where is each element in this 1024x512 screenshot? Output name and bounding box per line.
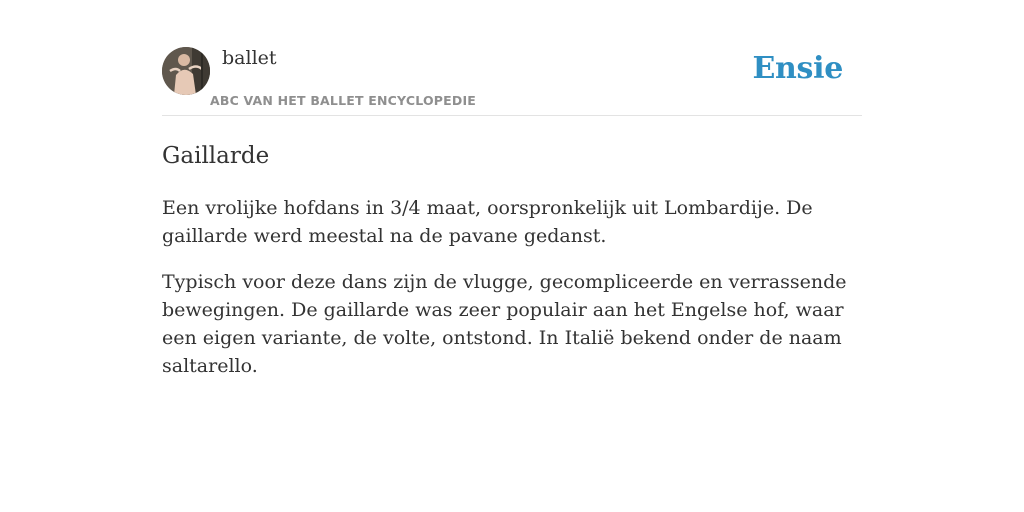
entry-paragraph-2: Typisch voor deze dans zijn de vlugge, gecompliceerde en verrassende bewegingen. De gaillarde was zeer populair aan het Engelse hof, waar een eigen variante, de volte, ontstond. In Italië bekend onder de naam saltarello.	[162, 271, 847, 377]
site-logo[interactable]: Ensie	[752, 51, 843, 86]
avatar[interactable]	[162, 47, 210, 95]
entry-title: Gaillarde	[162, 143, 270, 169]
author-name[interactable]: ballet	[222, 47, 277, 69]
source-label[interactable]: ABC VAN HET BALLET ENCYCLOPEDIE	[210, 93, 477, 108]
entry-card	[162, 0, 862, 380]
entry-paragraph-1: Een vrolijke hofdans in 3/4 maat, oorspronkelijk uit Lombardije. De gaillarde werd meestal na de pavane gedanst.	[162, 197, 813, 247]
ballet-dancer-icon	[162, 47, 210, 95]
entry-header	[162, 0, 862, 116]
